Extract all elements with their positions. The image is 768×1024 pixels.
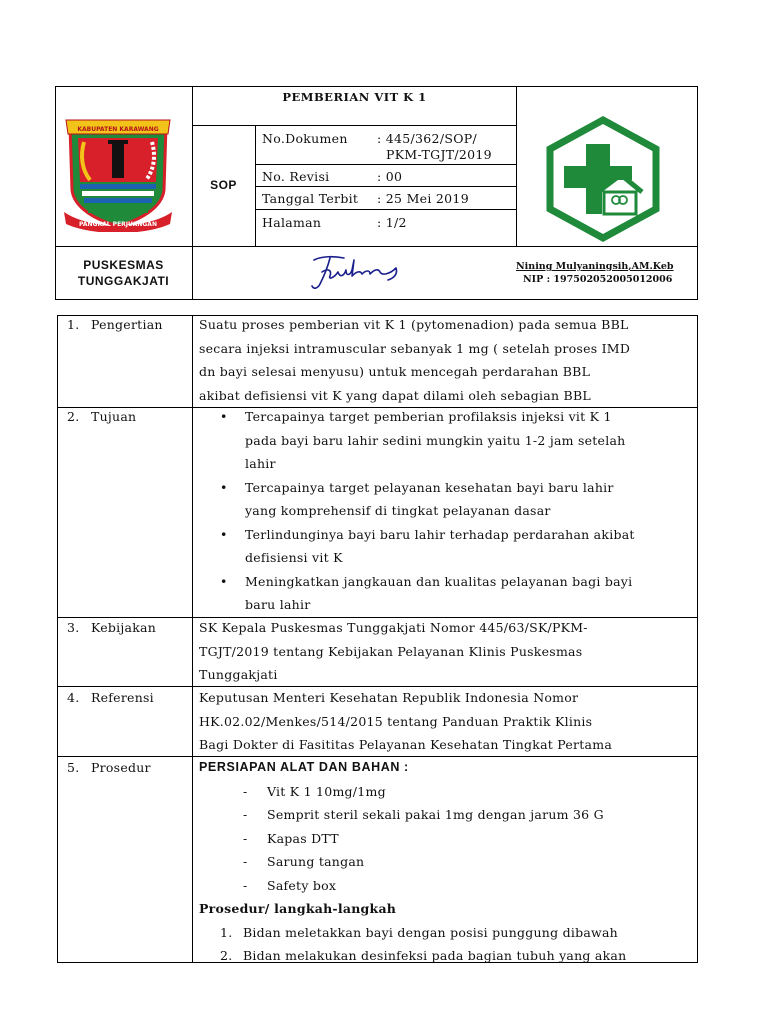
text-line: dn bayi selesai menyusu) untuk mencegah perdarahan BBL: [199, 364, 591, 379]
svg-text:KABUPATEN KARAWANG: KABUPATEN KARAWANG: [77, 126, 159, 133]
section-content: [199, 313, 695, 407]
list-item: • Terlindunginya bayi baru lahir terhadap perdarahan akibat defisiensi vit K: [199, 523, 695, 570]
text-line: secara injeksi intramuscular sebanyak 1 mg ( setelah proses IMD: [199, 340, 631, 356]
revision-value: : 00: [377, 169, 403, 184]
materials-heading: PERSIAPAN ALAT DAN BAHAN :: [199, 760, 409, 774]
list-item: • Tercapainya target pemberian profilaksis injeksi vit K 1 pada bayi baru lahir sedini mungkin yaitu 1-2 jam setelah lahir: [199, 405, 695, 476]
list-item: [199, 921, 695, 945]
org-name-line2: TUNGGAKJATI: [77, 274, 170, 288]
issue-date-value: : 25 Mei 2019: [377, 191, 469, 206]
step-number: 1.: [220, 924, 233, 940]
list-item: - Vit K 1 10mg/1mg: [199, 780, 695, 804]
text-line: Keputusan Menteri Kesehatan Republik Indonesia Nomor: [199, 690, 579, 705]
section-label: Pengertian: [91, 317, 163, 332]
list-item: - Sarung tangan: [199, 850, 695, 874]
steps-list: [199, 921, 695, 968]
step-text: Bidan meletakkan bayi dengan posisi punggung dibawah: [243, 924, 618, 940]
list-item: [199, 944, 695, 968]
goal-list: [199, 405, 695, 617]
text-line: SK Kepala Puskesmas Tunggakjati Nomor 445/63/SK/PKM-: [199, 620, 588, 635]
page-value: : 1/2: [377, 215, 407, 230]
section-content: [199, 686, 695, 757]
text-line: Bagi Dokter di Fasititas Pelayanan Kesehatan Tingkat Pertama: [199, 737, 613, 752]
step-text: Bidan melakukan desinfeksi pada bagian tubuh yang akan: [243, 948, 627, 963]
section-label: Tujuan: [91, 409, 137, 424]
list-item: • Tercapainya target pelayanan kesehatan bayi baru lahir yang komprehensif di tingkat pelayanan dasar: [199, 476, 695, 523]
signer-name: Nining Mulyaningsih,AM.Keb: [516, 261, 674, 272]
signature-image: [300, 250, 410, 296]
list-item: • Meningkatkan jangkauan dan kualitas pelayanan bagi bayi baru lahir: [199, 570, 695, 617]
section-content: [199, 616, 695, 687]
doc-number-value: : 445/362/SOP/: [377, 131, 477, 146]
kabupaten-karawang-logo: [60, 112, 176, 232]
sop-label: SOP: [210, 178, 237, 192]
text-line: HK.02.02/Menkes/514/2015 tentang Panduan Praktik Klinis: [199, 713, 593, 729]
section-label: Kebijakan: [91, 620, 157, 635]
org-name: [55, 257, 192, 289]
section-number: 1.: [67, 317, 80, 332]
page-label: Halaman: [262, 215, 322, 230]
list-item: - Semprit steril sekali pakai 1mg dengan jarum 36 G: [199, 803, 695, 827]
section-label: Prosedur: [91, 760, 151, 775]
list-item: - Safety box: [199, 874, 695, 898]
text-line: Suatu proses pemberian vit K 1 (pytomenadion) pada semua BBL: [199, 317, 629, 332]
text-line: akibat defisiensi vit K yang dapat dilami oleh sebagian BBL: [199, 387, 591, 403]
section-content: [199, 405, 695, 617]
puskesmas-logo: [540, 116, 666, 242]
document-title: PEMBERIAN VIT K 1: [282, 90, 427, 104]
text-line: Tunggakjati: [199, 667, 278, 682]
section-number: 3.: [67, 620, 80, 635]
svg-text:PANGKAL PERJUANGAN: PANGKAL PERJUANGAN: [79, 221, 157, 228]
text-line: TGJT/2019 tentang Kebijakan Pelayanan Klinis Puskesmas: [199, 643, 583, 659]
section-content: [199, 756, 695, 968]
step-number: 2.: [220, 948, 233, 963]
list-item: - Kapas DTT: [199, 827, 695, 851]
signer-nip: NIP : 197502052005012006: [523, 274, 673, 285]
section-number: 5.: [67, 760, 80, 775]
doc-number-value-line2: PKM-TGJT/2019: [386, 147, 492, 162]
issue-date-label: Tanggal Terbit: [262, 191, 359, 206]
org-name-line1: PUSKESMAS: [83, 258, 164, 272]
section-label: Referensi: [91, 690, 154, 705]
materials-list: [199, 780, 695, 898]
doc-number-label: No.Dokumen: [262, 131, 348, 146]
section-number: 2.: [67, 409, 80, 424]
steps-heading: Prosedur/ langkah-langkah: [199, 901, 397, 916]
revision-label: No. Revisi: [262, 169, 330, 184]
section-number: 4.: [67, 690, 80, 705]
